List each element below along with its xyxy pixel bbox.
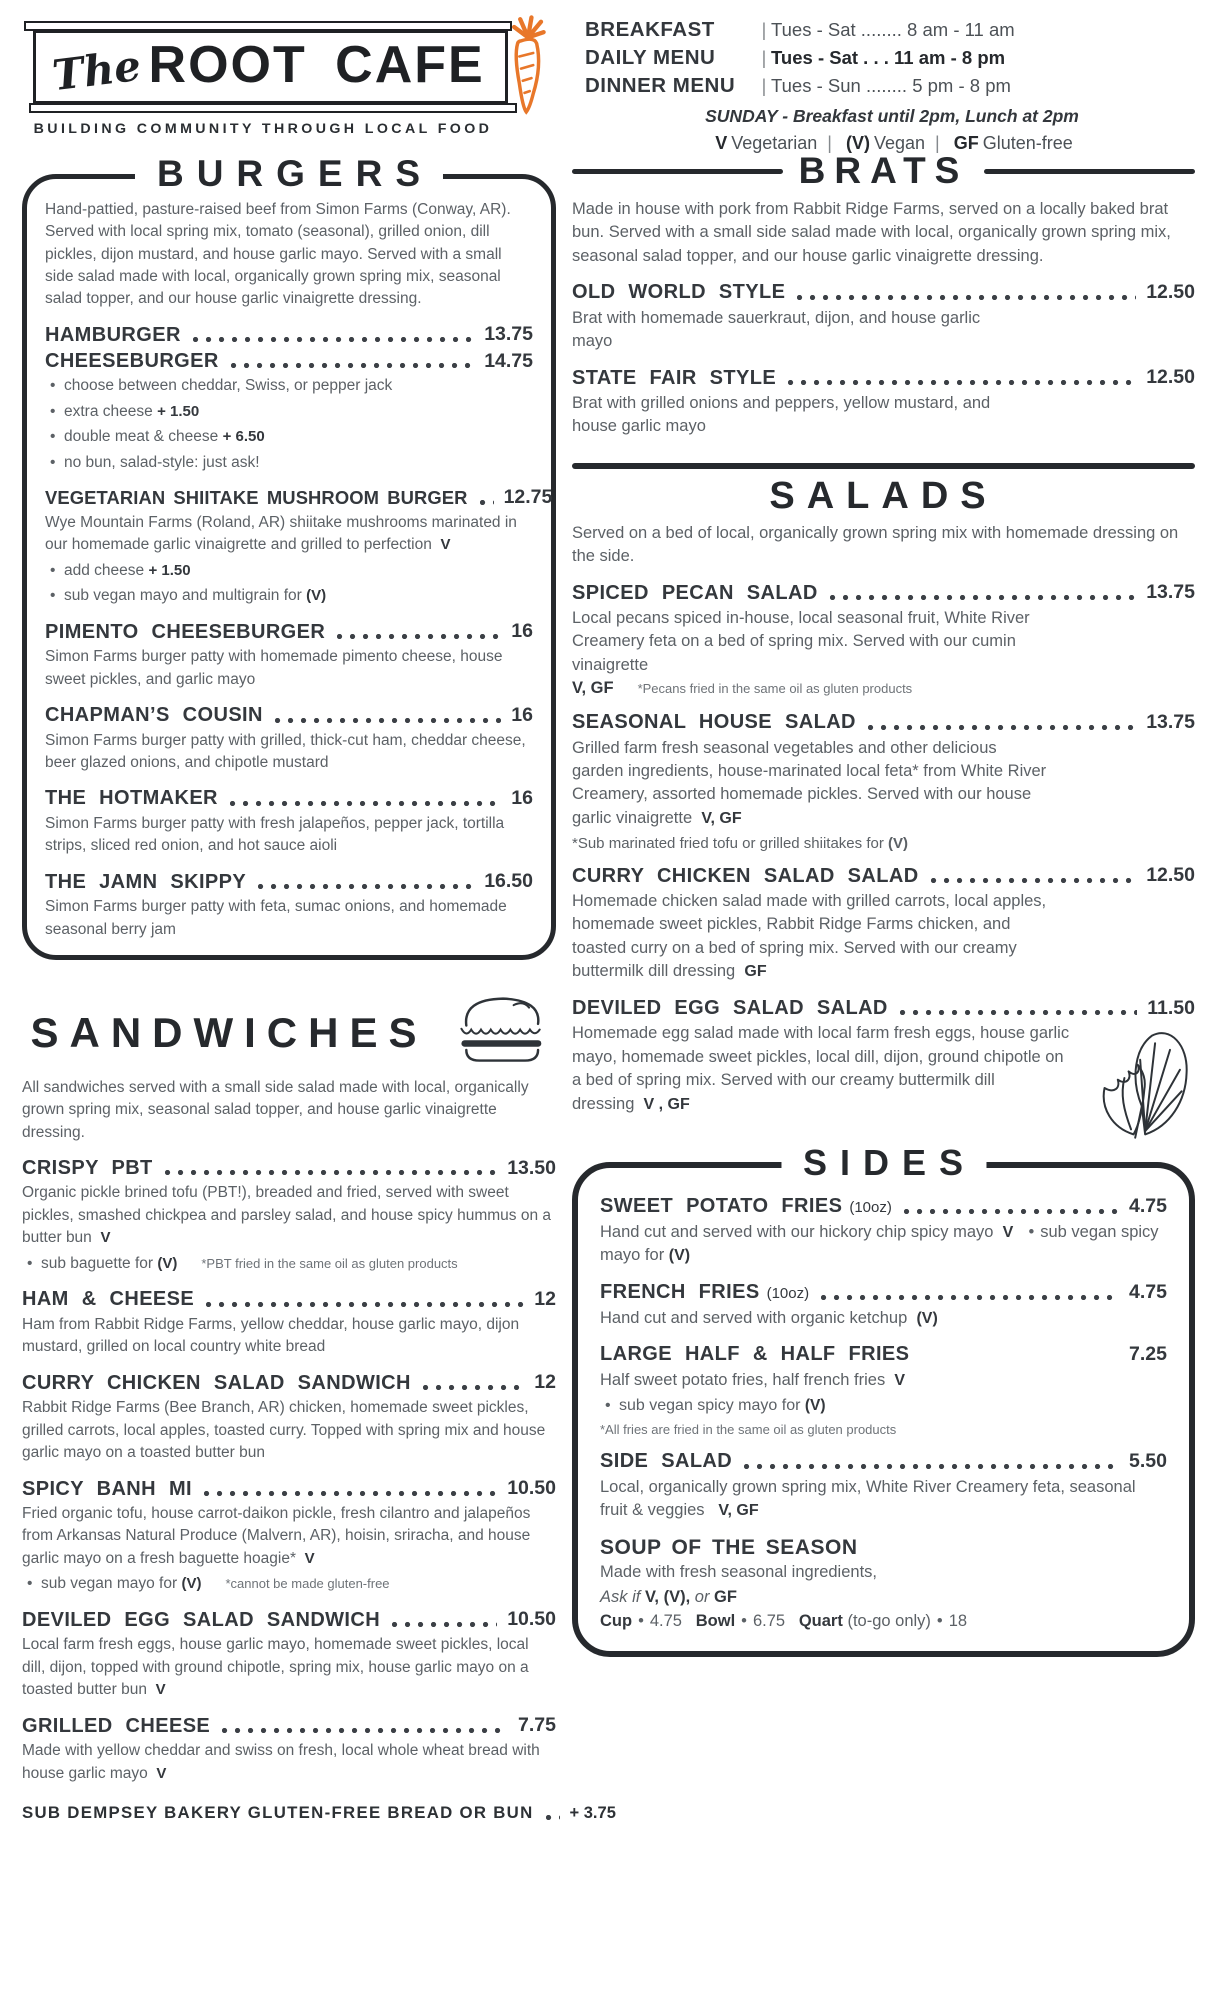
- footer-label: SUB DEMPSEY BAKERY GLUTEN-FREE BREAD OR BUN: [22, 1802, 534, 1822]
- dot-leader: [821, 1295, 1119, 1300]
- carrot-icon: [502, 12, 554, 125]
- dot-leader: [275, 718, 501, 723]
- item-name: SPICY BANH MI: [22, 1477, 192, 1500]
- item-desc: [600, 1476, 1167, 1523]
- menu-item-state-fair: [572, 367, 1195, 439]
- menu-item-french-fries: [600, 1281, 1167, 1330]
- menu-item-soup-of-the-season: [600, 1536, 1167, 1633]
- menu-item-sweet-potato-fries: [600, 1195, 1167, 1268]
- item-price: 12.50: [1146, 864, 1195, 887]
- menu-item-spicy-banh-mi: [22, 1478, 556, 1596]
- item-row: [22, 1157, 556, 1179]
- dot-leader: [900, 1010, 1137, 1015]
- diet-tag: V: [440, 536, 451, 554]
- item-price: 16: [511, 787, 533, 810]
- item-row: [600, 1195, 1167, 1217]
- diet-tag: (V): [157, 1254, 178, 1272]
- dot-leader: [830, 595, 1137, 600]
- dot-leader: [337, 634, 501, 639]
- item-price: 13.75: [484, 323, 533, 346]
- bullet-text: extra cheese: [64, 402, 153, 420]
- bullet-text: sub vegan spicy mayo for: [619, 1397, 801, 1415]
- desc-text: Homemade chicken salad made with grilled carrots, local apples, homemade sweet pickles, Rabbit Ridge Farms chicken, and toasted curry on a bed of spring mix. Served with our creamy buttermilk dill dressing: [572, 892, 1047, 981]
- fine-print: *PBT fried in the same oil as gluten products: [201, 1255, 458, 1271]
- diet-tag: (V): [181, 1575, 202, 1593]
- item-desc: [45, 512, 533, 557]
- desc-text: Fried organic tofu, house carrot-daikon pickle, fresh cilantro and jalapeños from Arkansas Natural Produce (Malvern, AR), hoisin, sriracha, and house garlic mayo on a fresh baguette hoagie*: [22, 1504, 531, 1567]
- bullet-price: + 6.50: [222, 428, 265, 446]
- item-desc: [600, 1221, 1167, 1268]
- lettuce-icon: [1087, 1025, 1195, 1146]
- item-name: PIMENTO CHEESEBURGER: [45, 620, 326, 643]
- hours-block: [585, 16, 1199, 154]
- desc-text: Local, organically grown spring mix, White River Creamery feta, seasonal fruit & veggies: [600, 1477, 1136, 1520]
- menu-item-spiced-pecan-salad: [572, 582, 1195, 699]
- item-price: 10.50: [507, 1477, 556, 1500]
- item-name: THE HOTMAKER: [45, 787, 218, 810]
- bullet-text: sub baguette for: [41, 1254, 154, 1272]
- menu-item-grilled-cheese: [22, 1715, 556, 1785]
- menu-item-ham-cheese: [22, 1288, 556, 1358]
- fine-print: *All fries are fried in the same oil as gluten products: [600, 1422, 897, 1438]
- item-desc: Brat with grilled onions and peppers, yellow mustard, and house garlic mayo: [572, 393, 991, 436]
- menu-item-deviled-egg-sandwich: [22, 1609, 556, 1702]
- salads-title: SALADS: [769, 474, 998, 517]
- desc-text: Grilled farm fresh seasonal vegetables and other delicious garden ingredients, house-marinated local feta* from White River Creamery, assorted homemade pickles. Served with our house garlic vinaigrette: [572, 738, 1047, 827]
- item-row: [22, 1715, 556, 1737]
- item-price: 12: [534, 1287, 556, 1310]
- item-row: [572, 711, 1195, 733]
- bullet: [22, 1252, 556, 1276]
- item-row: [45, 485, 553, 509]
- bullet: [45, 425, 533, 449]
- logo-the: The: [49, 40, 144, 101]
- item-desc: [22, 1634, 556, 1701]
- desc-text: Made with yellow cheddar and swiss on fresh, local whole wheat bread with house garlic mayo: [22, 1742, 540, 1782]
- item-row: [45, 704, 533, 726]
- item-row: [22, 1288, 556, 1310]
- price-dot: •: [638, 1611, 644, 1630]
- item-price: 16: [511, 703, 533, 726]
- tagline: BUILDING COMMUNITY THROUGH LOCAL FOOD: [33, 121, 493, 137]
- legend-vv: (V): [845, 133, 870, 154]
- menu-item-side-salad: [600, 1450, 1167, 1523]
- legend-v: V: [715, 133, 728, 154]
- dot-leader: [204, 1491, 497, 1496]
- diet-tag: GF: [744, 963, 767, 981]
- bullet-text: double meat & cheese: [64, 428, 219, 446]
- hours-days: Tues - Sat ........ 8 am - 11 am: [771, 19, 1015, 40]
- size-price: 18: [948, 1611, 968, 1630]
- item-desc: Made with fresh seasonal ingredients,: [600, 1563, 877, 1582]
- item-desc: [22, 1740, 556, 1785]
- menu-item-jamn-skippy: [45, 871, 533, 941]
- hours-days: Tues - Sun ........ 5 pm - 8 pm: [771, 75, 1011, 97]
- legend-vegan: Vegan: [873, 133, 926, 154]
- sandwiches-title: SANDWICHES: [30, 1008, 428, 1056]
- soup-ask-line: [600, 1586, 1167, 1609]
- item-desc: Simon Farms burger patty with grilled, thick-cut ham, cheddar cheese, beer glazed onions, and chipotle mustard: [45, 731, 526, 771]
- size-label: Cup: [600, 1611, 633, 1630]
- item-desc: [600, 1369, 1167, 1393]
- hours-table: [585, 16, 1199, 99]
- item-row: [572, 865, 1195, 887]
- diet-tag: V: [100, 1229, 111, 1247]
- item-name: CHEESEBURGER: [45, 349, 219, 372]
- diet-tag: (V): [888, 834, 908, 852]
- dot-leader: [206, 1302, 524, 1307]
- item-price: 7.25: [1129, 1342, 1167, 1365]
- item-price: 12.50: [1146, 280, 1195, 303]
- menu-item-half-half-fries: [600, 1343, 1167, 1437]
- dot-leader: [230, 801, 501, 806]
- right-column: [572, 148, 1195, 1657]
- size-note: (to-go only): [847, 1611, 931, 1630]
- item-name: SEASONAL HOUSE SALAD: [572, 711, 856, 734]
- item-price: 4.75: [1129, 1194, 1167, 1217]
- desc-text: Local farm fresh eggs, house garlic mayo, homemade sweet pickles, local dill, dijon, topped with ground chipotle, spring mix, house garlic mayo on a toasted butter bun: [22, 1636, 529, 1699]
- dot-leader: [258, 884, 474, 889]
- menu-item-deviled-egg-salad: [572, 997, 1195, 1116]
- dot-leader: [222, 1728, 508, 1733]
- menu-item-veg-shiitake-burger: [45, 485, 553, 608]
- item-price: 11.50: [1147, 996, 1195, 1019]
- bullet-text: no bun, salad-style: just ask!: [64, 453, 260, 471]
- item-desc: [22, 1182, 556, 1249]
- legend-separator: |: [827, 133, 832, 154]
- item-size: (10oz): [766, 1285, 810, 1303]
- desc-text: Organic pickle brined tofu (PBT!), breaded and fried, served with sweet pickles, smashed chickpea and parsley salad, and house spicy hummus on a butter bun: [22, 1184, 552, 1247]
- menu-item-seasonal-house-salad: [572, 711, 1195, 851]
- bullet: [22, 1572, 556, 1596]
- item-price: 12: [534, 1371, 556, 1394]
- menu-item-pimento-cheeseburger: [45, 621, 533, 691]
- item-name: CURRY CHICKEN SALAD SALAD: [572, 864, 919, 887]
- bullet: [45, 584, 533, 608]
- dot-leader: [797, 295, 1136, 300]
- item-name: GRILLED CHEESE: [22, 1714, 211, 1737]
- burgers-intro: Hand-pattied, pasture-raised beef from Simon Farms (Conway, AR). Served with local spring mix, tomato (seasonal), grilled onion, dill pickles, dijon mustard, and house garlic mayo. Served with a small side salad made with local, organically grown spring mix, seasonal salad topper, and our house garlic vinaigrette dressing.: [45, 201, 511, 308]
- item-desc: Ham from Rabbit Ridge Farms, yellow cheddar, house garlic mayo, dijon mustard, grilled on local country white bread: [22, 1315, 520, 1356]
- logo-name: ROOT CAFE: [148, 36, 485, 94]
- brats-intro: Made in house with pork from Rabbit Ridge Farms, served on a locally baked brat bun. Served with a small side salad made with local, organically grown spring mix, seasonal salad topper, and our house garlic vinaigrette dressing.: [572, 200, 1171, 265]
- diet-tag: V: [304, 1549, 315, 1567]
- price-dot: •: [741, 1611, 747, 1630]
- dot-leader: [193, 337, 474, 342]
- size-price: 6.75: [752, 1611, 786, 1630]
- menu-item-cheeseburger: [45, 350, 533, 474]
- item-name: DEVILED EGG SALAD SALAD: [572, 996, 888, 1019]
- item-price: 13.50: [507, 1156, 556, 1179]
- item-price: 12.50: [1146, 366, 1195, 389]
- item-desc: [22, 1503, 556, 1570]
- item-name: SIDE SALAD: [600, 1450, 733, 1473]
- sides-title: SIDES: [781, 1142, 986, 1184]
- menu-item-chapmans-cousin: [45, 704, 533, 774]
- item-desc: Rabbit Ridge Farms (Bee Branch, AR) chicken, homemade sweet pickles, grilled carrots, local apples, toasted curry. Topped with spring mix and house garlic mayo on a toasted butter bun: [22, 1399, 546, 1462]
- item-desc: Simon Farms burger patty with feta, sumac onions, and homemade seasonal berry jam: [45, 898, 507, 938]
- item-row: [22, 1372, 556, 1394]
- desc-text: Homemade egg salad made with local farm fresh eggs, house garlic mayo, homemade sweet pickles, local dill, dijon, ground chipotle on a bed of spring mix. Served with our creamy buttermilk dill dressing: [572, 1024, 1070, 1113]
- dot-leader: [423, 1385, 524, 1390]
- size-price: 4.75: [649, 1611, 682, 1630]
- size-label: Quart: [798, 1611, 843, 1630]
- item-size: (10oz): [849, 1199, 892, 1217]
- sandwiches-intro: All sandwiches served with a small side salad made with local, organically grown spring mix, seasonal salad topper, and house garlic vinaigrette dressing.: [22, 1079, 529, 1141]
- fine-print: *cannot be made gluten-free: [225, 1576, 390, 1592]
- item-name: CRISPY PBT: [22, 1157, 153, 1180]
- menu-item-hamburger: [45, 324, 533, 346]
- item-row: [45, 621, 533, 643]
- bullet: [600, 1394, 1167, 1418]
- menu-item-curry-chicken-sandwich: [22, 1372, 556, 1465]
- menu-item-old-world: [572, 281, 1195, 353]
- item-row: [572, 997, 1195, 1019]
- item-price: 4.75: [1129, 1280, 1167, 1303]
- diet-tag: V, GF: [572, 679, 614, 698]
- diet-tag: V: [155, 1681, 166, 1699]
- diet-tag: V , GF: [643, 1095, 690, 1113]
- footer-price: + 3.75: [569, 1804, 616, 1823]
- item-desc: [600, 1307, 1167, 1331]
- ask-text: Ask if: [600, 1587, 641, 1606]
- item-desc: Local pecans spiced in-house, local seasonal fruit, White River Creamery feta on a bed of spring mix. Served with our cumin vinaigrette: [572, 608, 1030, 674]
- diet-tag: V: [156, 1764, 167, 1782]
- hours-separator: |: [761, 20, 767, 40]
- item-row: [572, 281, 1195, 303]
- dot-leader: [480, 500, 494, 505]
- item-desc: Simon Farms burger patty with homemade pimento cheese, house sweet pickles, and garlic mayo: [45, 648, 503, 688]
- item-price: 13.75: [1146, 710, 1195, 733]
- dot-leader: [931, 878, 1137, 883]
- item-row: [45, 871, 533, 893]
- sunday-note: SUNDAY - Breakfast until 2pm, Lunch at 2pm: [705, 106, 1079, 127]
- desc-text: Half sweet potato fries, half french fries: [600, 1370, 886, 1389]
- item-name: DEVILED EGG SALAD SANDWICH: [22, 1608, 381, 1631]
- item-name: CURRY CHICKEN SALAD SANDWICH: [22, 1371, 411, 1394]
- item-price: 16: [511, 620, 533, 643]
- bullet-price: + 1.50: [157, 402, 200, 420]
- item-row: [22, 1609, 556, 1631]
- desc-text: Wye Mountain Farms (Roland, AR) shiitake mushrooms marinated in our homemade garlic vinaigrette and grilled to perfection: [45, 513, 517, 554]
- item-row: [45, 350, 533, 372]
- bullet-price: + 1.50: [148, 561, 191, 579]
- diet-tag: V: [894, 1371, 906, 1389]
- item-row: [45, 324, 533, 346]
- dot-leader: [546, 1815, 560, 1820]
- hours-label: DINNER MENU: [585, 74, 736, 98]
- bullet-text: choose between cheddar, Swiss, or pepper jack: [64, 377, 393, 395]
- diet-tags-row: [572, 679, 1195, 698]
- item-row: [22, 1478, 556, 1500]
- item-row: [572, 367, 1195, 389]
- legend-vegetarian: Vegetarian: [731, 133, 818, 154]
- bullet: [45, 374, 533, 397]
- bullet-text: add cheese: [64, 561, 145, 579]
- diet-tag: (V): [804, 1397, 826, 1415]
- item-name: STATE FAIR STYLE: [572, 366, 777, 389]
- item-row: [600, 1281, 1167, 1303]
- item-name: LARGE HALF & HALF FRIES: [600, 1343, 910, 1366]
- sides-section: [572, 1142, 1195, 1656]
- burgers-title: BURGERS: [135, 153, 443, 195]
- diet-tag: V, (V),: [644, 1587, 691, 1606]
- item-price: 12.75: [503, 485, 553, 508]
- dot-leader: [788, 380, 1136, 385]
- bullet-text: sub vegan mayo and multigrain for: [64, 587, 302, 605]
- burgers-section: [22, 153, 556, 960]
- item-name: FRENCH FRIES: [600, 1281, 760, 1304]
- dot-leader: [904, 1209, 1119, 1214]
- diet-tag: V, GF: [701, 809, 742, 827]
- bullet-dot: •: [1028, 1222, 1035, 1241]
- bullet-text: sub vegan mayo for: [41, 1575, 178, 1593]
- item-name: SOUP OF THE SEASON: [600, 1535, 858, 1559]
- ask-text: or: [694, 1587, 710, 1606]
- desc-text: Hand cut and served with our hickory chip spicy mayo: [600, 1222, 994, 1241]
- diet-tag: (V): [916, 1309, 938, 1327]
- bullet: [45, 400, 533, 424]
- item-row: [45, 787, 533, 809]
- item-name: HAM & CHEESE: [22, 1288, 195, 1311]
- diet-tag: (V): [668, 1247, 691, 1265]
- diet-tag: GF: [714, 1587, 737, 1606]
- menu-item-hotmaker: [45, 787, 533, 857]
- item-desc: [572, 890, 1052, 984]
- hours-label: BREAKFAST: [585, 18, 715, 41]
- item-name: HAMBURGER: [45, 323, 181, 346]
- brats-header: [572, 150, 1195, 192]
- legend-glutenfree: Gluten-free: [982, 133, 1073, 154]
- item-price: 7.75: [518, 1714, 556, 1737]
- dot-leader: [868, 725, 1136, 730]
- price-dot: •: [936, 1611, 943, 1630]
- legend-separator: |: [935, 133, 940, 154]
- gluten-free-sub-note: [22, 1802, 616, 1823]
- item-row: [600, 1343, 1167, 1365]
- item-row: [600, 1450, 1167, 1472]
- diet-tag: (V): [306, 587, 327, 605]
- desc-text: Hand cut and served with organic ketchup: [600, 1308, 908, 1327]
- dot-leader: [165, 1170, 498, 1175]
- legend-gf: GF: [953, 133, 979, 154]
- diet-tag: V: [1002, 1223, 1014, 1241]
- bullet-text: sub vegan spicy mayo for: [600, 1222, 1159, 1265]
- item-name: THE JAMN SKIPPY: [45, 870, 247, 893]
- hours-label: DAILY MENU: [585, 46, 716, 70]
- dot-leader: [231, 363, 474, 368]
- bullet: [45, 451, 533, 474]
- hours-separator: |: [761, 76, 767, 97]
- item-name: VEGETARIAN SHIITAKE MUSHROOM BURGER: [45, 487, 468, 509]
- item-desc: Brat with homemade sauerkraut, dijon, and house garlic mayo: [572, 308, 981, 351]
- item-note: [572, 835, 1195, 852]
- item-row: [572, 582, 1195, 604]
- item-price: 16.50: [484, 870, 533, 893]
- item-name: CHAPMAN’S COUSIN: [45, 704, 263, 727]
- diet-tag: V, GF: [718, 1502, 759, 1520]
- sandwiches-header: [22, 990, 556, 1075]
- fine-print: *Pecans fried in the same oil as gluten products: [637, 681, 913, 697]
- brats-title: BRATS: [798, 150, 969, 191]
- item-desc: [572, 737, 1052, 831]
- item-name: SWEET POTATO FRIES: [600, 1195, 843, 1218]
- burger-icon: [450, 990, 556, 1075]
- item-desc: Simon Farms burger patty with fresh jalapeños, pepper jack, tortilla strips, sliced red onion, and hot sauce aioli: [45, 814, 505, 855]
- size-label: Bowl: [695, 1611, 736, 1630]
- hours-separator: |: [761, 48, 767, 69]
- note-text: *Sub marinated fried tofu or grilled shiitakes for: [572, 834, 884, 852]
- dot-leader: [392, 1622, 497, 1627]
- hours-days: Tues - Sat . . . 11 am - 8 pm: [771, 47, 1006, 69]
- menu-item-curry-chicken-salad: [572, 865, 1195, 984]
- bullet: [45, 559, 533, 583]
- item-price: 5.50: [1129, 1449, 1167, 1472]
- item-price: 14.75: [484, 349, 533, 372]
- logo-block: [33, 30, 503, 137]
- dot-leader: [744, 1464, 1119, 1469]
- section-divider: [572, 463, 1195, 469]
- logo-sign: [33, 30, 508, 104]
- soup-price-line: [600, 1610, 1167, 1633]
- salads-intro: Served on a bed of local, organically grown spring mix with homemade dressing on the side.: [572, 523, 1179, 566]
- item-price: 10.50: [507, 1608, 556, 1631]
- menu-item-crispy-pbt: [22, 1157, 556, 1275]
- item-name: SPICED PECAN SALAD: [572, 581, 818, 604]
- item-name: OLD WORLD STYLE: [572, 281, 786, 304]
- item-price: 13.75: [1146, 581, 1195, 604]
